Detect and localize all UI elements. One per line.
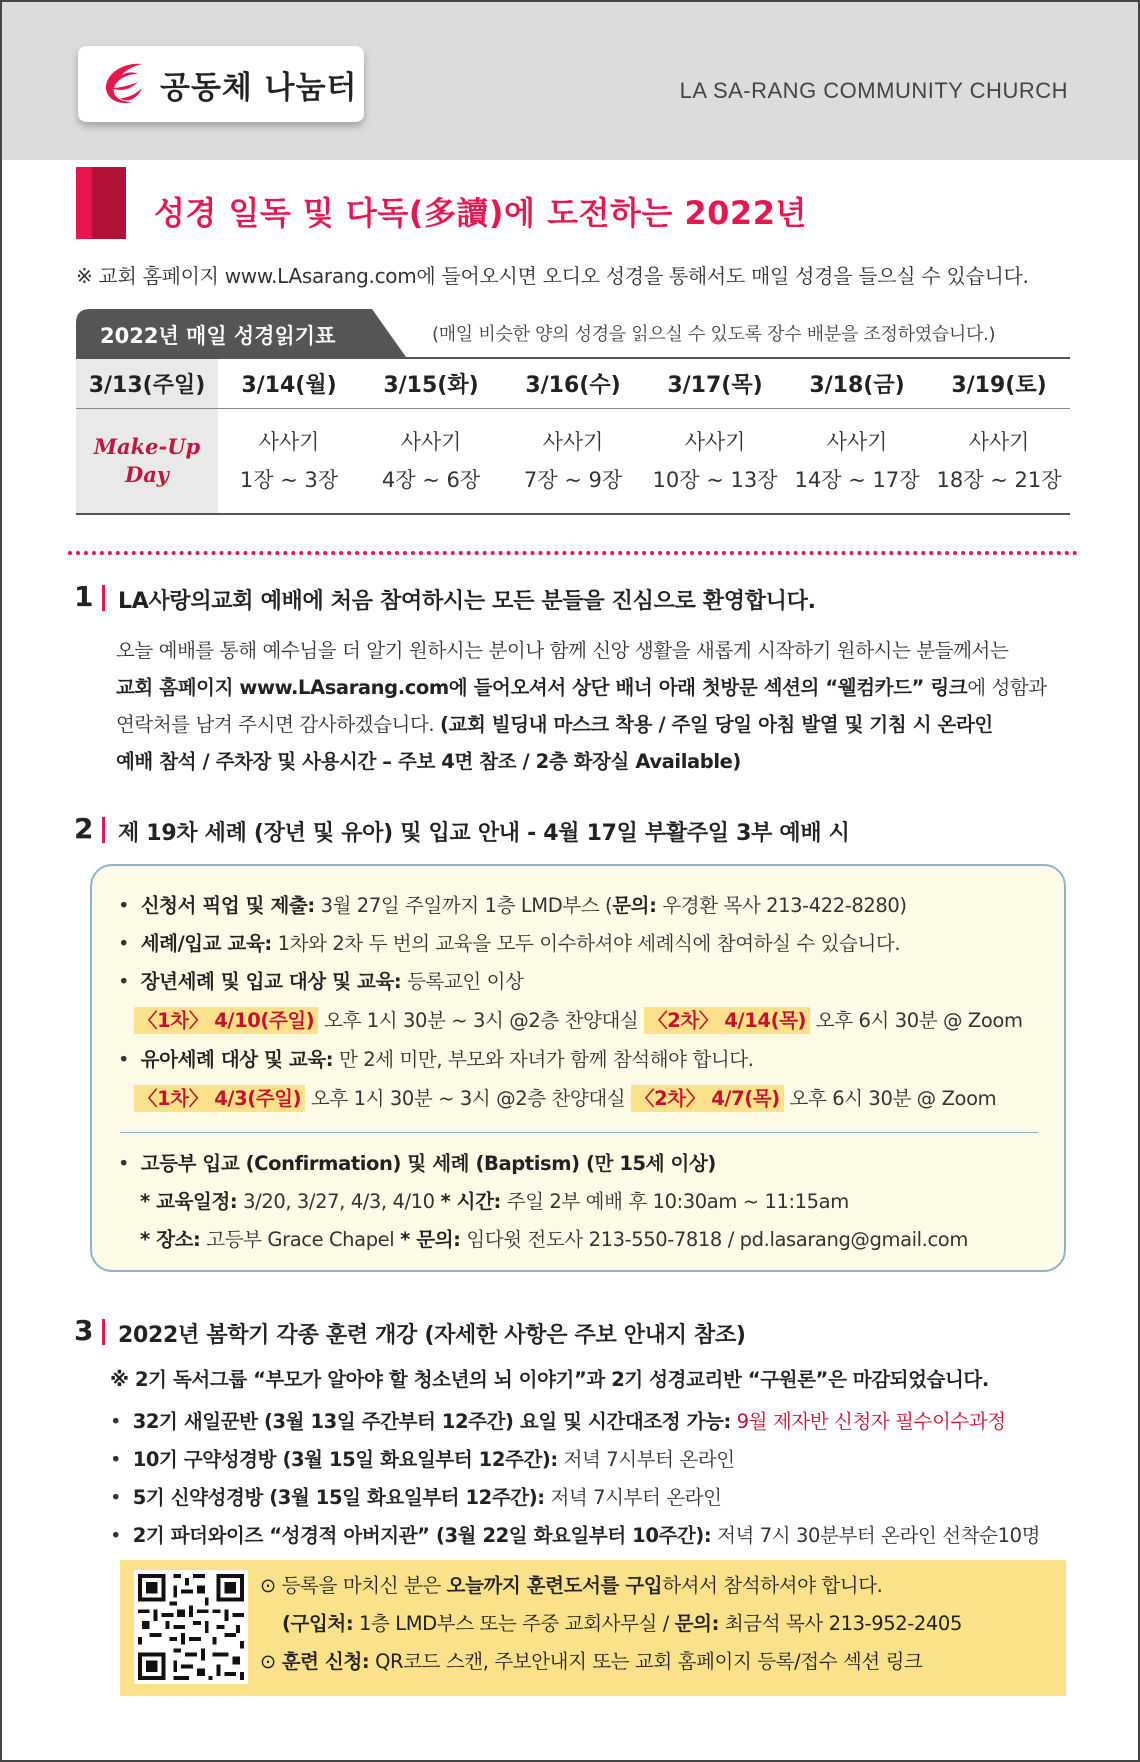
text: 저녁 7시 30분부터 온라인 선착순10명 xyxy=(711,1524,1041,1547)
schedule-cell xyxy=(786,409,928,513)
text: 오후 1시 30분 ~ 3시 @2층 찬양대실 xyxy=(318,1009,645,1032)
section-bar xyxy=(102,585,105,611)
text: 저녁 7시부터 온라인 xyxy=(557,1448,735,1471)
schedule-chapters: 4장 ~ 6장 xyxy=(381,468,481,492)
audio-bible-note: ※ 교회 홈페이지 www.LAsarang.com에 들어오시면 오디오 성경을 통해서도 매일 성경을 들으실 수 있습니다. xyxy=(76,264,1029,288)
text: 오후 6시 30분 @ Zoom xyxy=(783,1087,997,1110)
welcome-card-link[interactable]: “웰컴카드” xyxy=(825,676,924,699)
text: 1차와 2차 두 번의 교육을 모두 이수하셔야 세례식에 참여하실 수 있습니다. xyxy=(271,932,901,955)
text: 고등부 Grace Chapel xyxy=(200,1228,401,1251)
text: 1층 LMD부스 또는 주중 교회사무실 / xyxy=(353,1612,675,1635)
course-item: • 5기 신약성경방 (3월 15일 화요일부터 12주간): 저녁 7시부터 온라인 xyxy=(110,1486,722,1509)
text-bold: 32기 새일꾼반 (3월 13일 주간부터 12주간) 요일 및 시간대조정 가능: xyxy=(132,1410,731,1433)
notice-red: 예배 참석 / 주차장 및 사용시간 – 주보 4면 참조 / 2층 화장실 Available) xyxy=(116,750,741,773)
text-bold: * 교육일정: xyxy=(140,1190,238,1213)
text-red: 고등부 입교 (Confirmation) 및 세례 (Baptism) (만 15세 이상) xyxy=(140,1152,716,1175)
schedule-book: 사사기 xyxy=(826,430,888,454)
makeup-label-day: Day xyxy=(124,462,170,487)
schedule-book: 사사기 xyxy=(684,430,746,454)
session-badge: 〈1차〉 4/10(주일) xyxy=(134,1007,318,1034)
schedule-chapters: 14장 ~ 17장 xyxy=(794,468,920,492)
text-bold: 교회 홈페이지 xyxy=(116,676,240,699)
schedule-cell xyxy=(218,409,360,513)
church-logo-icon xyxy=(98,58,150,110)
text-bold: 2기 파더와이즈 “성경적 아버지관” (3월 22일 화요일부터 10주간): xyxy=(132,1524,712,1547)
schedule-note: (매일 비슷한 양의 성경을 읽으실 수 있도록 장수 배분을 조정하였습니다.) xyxy=(432,324,996,345)
schedule-date: 3/16(수) xyxy=(525,373,621,398)
section-logo-text: 공동체 나눔터 xyxy=(160,69,358,106)
text: 만 2세 미만, 부모와 자녀가 함께 참석해야 합니다. xyxy=(333,1048,754,1071)
info-line xyxy=(140,1224,968,1252)
section-title: 2022년 봄학기 각종 훈련 개강 (자세한 사항은 주보 안내지 참조) xyxy=(118,1323,746,1348)
website-link[interactable]: www.LAsarang.com xyxy=(239,676,449,699)
text: 주일 2부 예배 후 10:30am ~ 11:15am xyxy=(500,1190,849,1213)
text: 저녁 7시부터 온라인 xyxy=(544,1486,722,1509)
schedule-chapters: 18장 ~ 21장 xyxy=(936,468,1062,492)
section-number: 1 xyxy=(74,580,94,613)
section-number: 3 xyxy=(74,1314,94,1347)
schedule-book: 사사기 xyxy=(400,430,462,454)
schedule-date: 3/14(월) xyxy=(241,373,337,398)
text-bold: 신청서 픽업 및 제출: xyxy=(140,894,315,917)
registration-line xyxy=(282,1608,962,1636)
text: 오후 1시 30분 ~ 3시 @2층 찬양대실 xyxy=(305,1087,631,1110)
schedule-date: 3/18(금) xyxy=(809,373,905,398)
info-line: • 신청서 픽업 및 제출: 3월 27일 주일까지 1층 LMD부스 (문의: 우경환 목사 213-422-8280) xyxy=(118,894,907,917)
section-title: 제 19차 세례 (장년 및 유아) 및 입교 안내 - 4월 17일 부활주일 3부 예배 시 xyxy=(118,821,850,846)
text-bold: * 장소: xyxy=(140,1228,201,1251)
info-line xyxy=(134,1083,996,1111)
text: QR코드 스캔, 주보안내지 또는 교회 홈페이지 등록/접수 섹션 링크 xyxy=(369,1650,923,1673)
info-line: • 고등부 입교 (Confirmation) 및 세례 (Baptism) (만 15세 이상) xyxy=(118,1152,716,1175)
text: 에 성함과 xyxy=(967,676,1047,699)
info-line xyxy=(134,1005,1023,1033)
church-name: LA SA-RANG COMMUNITY CHURCH xyxy=(679,78,1068,103)
text-bold: 훈련 신청: xyxy=(281,1650,370,1673)
text: 최금석 목사 213-952-2405 xyxy=(719,1612,962,1635)
dotted-divider xyxy=(68,551,1078,555)
schedule-book: 사사기 xyxy=(542,430,604,454)
text-bold: 문의: xyxy=(674,1612,720,1635)
schedule-book: 사사기 xyxy=(258,430,320,454)
schedule-cell-makeup xyxy=(76,409,218,513)
section-title: LA사랑의교회 예배에 처음 참여하시는 모든 분들을 진심으로 환영합니다. xyxy=(118,589,816,614)
closed-note: ※ 2기 독서그룹 “부모가 알아야 할 청소년의 뇌 이야기”과 2기 성경교리반 “구원론”은 마감되었습니다. xyxy=(110,1368,989,1391)
section-number: 2 xyxy=(74,812,94,845)
text-bold: 10기 구약성경방 (3월 15일 화요일부터 12주간): xyxy=(132,1448,558,1471)
text: 오후 6시 30분 @ Zoom xyxy=(810,1009,1023,1032)
schedule-date: 3/19(토) xyxy=(951,373,1047,398)
session-badge: 〈1차〉 4/3(주일) xyxy=(134,1085,305,1112)
paragraph-line xyxy=(116,743,1076,780)
course-item: • 10기 구약성경방 (3월 15일 화요일부터 12주간): 저녁 7시부터 온라인 xyxy=(110,1448,735,1471)
ribbon-icon xyxy=(76,167,126,239)
info-line: • 장년세례 및 입교 대상 및 교육: 등록교인 이상 xyxy=(118,970,524,993)
info-line xyxy=(140,1186,849,1214)
section-logo xyxy=(78,46,364,122)
reading-schedule-table xyxy=(76,357,1070,515)
text: 우경환 목사 213-422-8280) xyxy=(656,894,907,917)
text: ⊙ 등록을 마치신 분은 xyxy=(260,1574,447,1597)
text-bold: 링크 xyxy=(923,676,968,699)
text: 3월 27일 주일까지 1층 LMD부스 ( xyxy=(314,894,613,917)
text-bold: 5기 신약성경방 (3월 15일 화요일부터 12주간): xyxy=(132,1486,545,1509)
schedule-tab-label: 2022년 매일 성경읽기표 xyxy=(100,324,336,348)
paragraph-line xyxy=(116,669,1076,706)
section-bar xyxy=(102,1319,105,1345)
schedule-book: 사사기 xyxy=(968,430,1030,454)
section-bar xyxy=(102,817,105,843)
text-red: 9월 제자반 신청자 필수이수과정 xyxy=(730,1410,1006,1433)
text: 등록교인 이상 xyxy=(401,970,524,993)
text-bold: 문의: xyxy=(612,894,657,917)
schedule-cell xyxy=(360,409,502,513)
text-bold: 세례/입교 교육: xyxy=(140,932,272,955)
schedule-cell xyxy=(644,409,786,513)
text: 3/20, 3/27, 4/3, 4/10 xyxy=(237,1190,441,1213)
info-line: • 유아세례 대상 및 교육: 만 2세 미만, 부모와 자녀가 함께 참석해야 합니다. xyxy=(118,1048,754,1071)
text: 하셔서 참석하셔야 합니다. xyxy=(662,1574,883,1597)
qr-code-icon[interactable] xyxy=(134,1570,248,1684)
paragraph-line: 오늘 예배를 통해 예수님을 더 알기 원하시는 분이나 함께 신앙 생활을 새롭게 시작하기 원하시는 분들께서는 xyxy=(116,639,1009,662)
text: 연락처를 남겨 주시면 감사하겠습니다. xyxy=(116,713,440,736)
text-bold: 에 들어오셔서 상단 배너 아래 첫방문 섹션의 xyxy=(448,676,826,699)
text-bold: * 문의: xyxy=(400,1228,461,1251)
session-badge: 〈2차〉 4/14(목) xyxy=(644,1007,810,1034)
notice-red: (교회 빌딩내 마스크 착용 / 주일 당일 아침 발열 및 기침 시 온라인 xyxy=(440,713,993,736)
schedule-chapters: 7장 ~ 9장 xyxy=(523,468,623,492)
registration-line xyxy=(260,1646,922,1674)
paragraph-line xyxy=(116,706,1076,743)
schedule-date: 3/13(주일) xyxy=(76,359,218,408)
welcome-paragraph xyxy=(116,632,1076,780)
course-item: • 32기 새일꾼반 (3월 13일 주간부터 12주간) 요일 및 시간대조정 가능: 9월 제자반 신청자 필수이수과정 xyxy=(110,1410,1006,1433)
box-divider xyxy=(120,1132,1038,1133)
makeup-label: Make-Up xyxy=(93,434,201,459)
schedule-date: 3/15(화) xyxy=(383,373,479,398)
schedule-reading-row xyxy=(76,409,1070,513)
page-title: 성경 일독 및 다독(多讀)에 도전하는 2022년 xyxy=(154,194,807,232)
schedule-cell xyxy=(928,409,1070,513)
text-red: 유아세례 대상 및 교육: xyxy=(140,1048,334,1071)
info-line: • 세례/입교 교육: 1차와 2차 두 번의 교육을 모두 이수하셔야 세례식에 참여하실 수 있습니다. xyxy=(118,932,901,955)
schedule-date: 3/17(목) xyxy=(667,373,763,398)
session-badge: 〈2차〉 4/7(목) xyxy=(631,1085,784,1112)
schedule-header-row xyxy=(76,359,1070,409)
course-item: • 2기 파더와이즈 “성경적 아버지관” (3월 22일 화요일부터 10주간): 저녁 7시 30분부터 온라인 선착순10명 xyxy=(110,1524,1041,1547)
text: 임다윗 전도사 213-550-7818 / pd.lasarang@gmail.com xyxy=(460,1228,968,1251)
schedule-cell xyxy=(502,409,644,513)
header-band xyxy=(2,2,1138,160)
text: ⊙ xyxy=(260,1650,282,1673)
text-bold: 오늘까지 훈련도서를 구입 xyxy=(446,1574,663,1597)
schedule-chapters: 10장 ~ 13장 xyxy=(652,468,778,492)
text-bold: * 시간: xyxy=(440,1190,501,1213)
schedule-chapters: 1장 ~ 3장 xyxy=(239,468,339,492)
registration-line xyxy=(260,1570,882,1598)
text-red: 장년세례 및 입교 대상 및 교육: xyxy=(140,970,402,993)
text-bold: (구입처: xyxy=(282,1612,354,1635)
